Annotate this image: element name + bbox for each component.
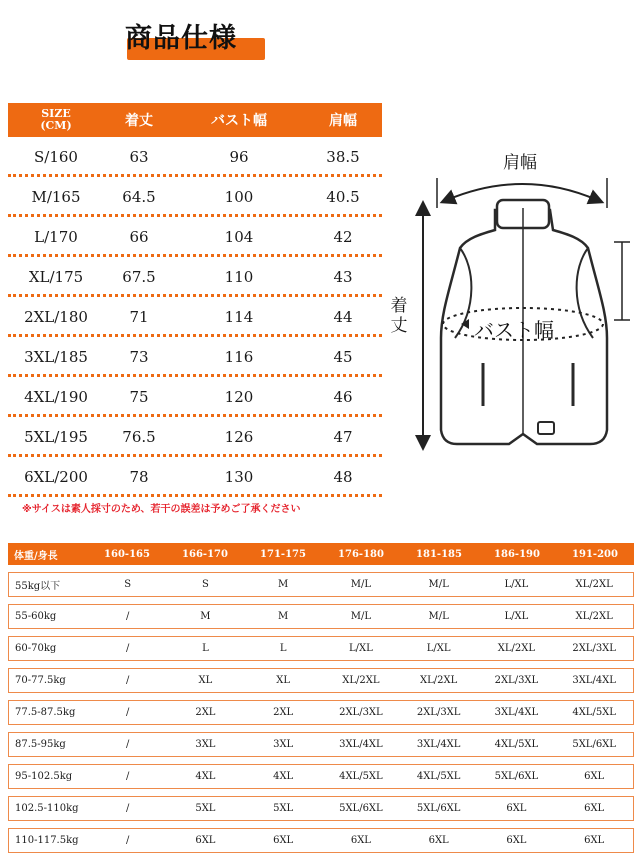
- recommended-size-cell: 3XL: [195, 739, 216, 750]
- header-weight-height: 体重/身長: [14, 550, 58, 562]
- recommended-size-cell: 6XL: [584, 803, 605, 814]
- shoulder-cell: 40.5: [326, 188, 360, 206]
- recommended-size-cell: 5XL/6XL: [572, 739, 616, 750]
- table-row: [8, 732, 634, 757]
- table-row: [8, 297, 382, 337]
- weight-cell: 70-77.5kg: [15, 675, 66, 686]
- table-row: [8, 828, 634, 853]
- bust-cell: 114: [224, 308, 254, 326]
- weight-cell: 102.5-110kg: [15, 803, 79, 814]
- recommended-size-cell: L: [202, 643, 209, 654]
- size-cell: XL/175: [28, 268, 84, 286]
- size-cell: 6XL/200: [24, 468, 88, 486]
- header-size-line2: (CM): [40, 119, 72, 132]
- recommended-size-cell: 2XL: [195, 707, 216, 718]
- recommended-size-cell: 3XL/4XL: [572, 675, 616, 686]
- recommended-size-cell: 6XL: [350, 835, 371, 846]
- body-length-label: 着丈: [390, 296, 408, 336]
- recommended-size-cell: M/L: [350, 579, 372, 590]
- recommended-size-cell: 4XL/5XL: [572, 707, 616, 718]
- recommended-size-cell: XL/2XL: [420, 675, 458, 686]
- table-row: [8, 700, 634, 725]
- recommended-size-cell: XL/2XL: [497, 643, 536, 654]
- header-bust: バスト幅: [211, 113, 267, 129]
- recommended-size-cell: XL/2XL: [342, 675, 380, 686]
- recommended-size-cell: XL/2XL: [575, 579, 613, 590]
- bust-cell: 100: [224, 188, 254, 206]
- recommended-size-cell: XL/2XL: [575, 611, 613, 622]
- weight-cell: 110-117.5kg: [15, 835, 79, 846]
- weight-cell: 95-102.5kg: [15, 771, 73, 782]
- length-cell: 63: [129, 148, 149, 166]
- bust-cell: 104: [224, 228, 254, 246]
- table-row: [8, 337, 382, 377]
- recommended-size-cell: 2XL/3XL: [494, 675, 539, 686]
- shoulder-cell: 48: [333, 468, 353, 486]
- length-cell: 66: [129, 228, 149, 246]
- bust-cell: 126: [224, 428, 254, 446]
- recommended-size-cell: 6XL: [584, 771, 605, 782]
- bust-cell: 120: [224, 388, 254, 406]
- table-row: [8, 257, 382, 297]
- shoulder-cell: 45: [333, 348, 353, 366]
- header-height-range: 186-190: [494, 548, 540, 560]
- table-row: [8, 177, 382, 217]
- recommended-size-cell: 4XL: [195, 771, 216, 782]
- recommended-size-cell: 3XL: [273, 739, 294, 750]
- bust-width-label: バスト幅: [474, 318, 554, 342]
- recommended-size-cell: 5XL/6XL: [416, 803, 461, 814]
- recommended-size-cell: S: [124, 579, 132, 590]
- page-title: 商品仕様: [125, 23, 237, 54]
- recommended-size-cell: 6XL: [506, 803, 527, 814]
- recommended-size-cell: 5XL/6XL: [339, 803, 383, 814]
- header-size-line1: SIZE: [41, 107, 71, 120]
- header-height-range: 181-185: [416, 548, 462, 560]
- length-cell: 73: [129, 348, 149, 366]
- recommended-size-cell: XL: [276, 675, 291, 686]
- shoulder-cell: 42: [333, 228, 353, 246]
- header-height-range: 191-200: [572, 548, 618, 560]
- recommended-size-cell: /: [125, 707, 130, 718]
- recommended-size-cell: 6XL: [428, 835, 449, 846]
- recommended-size-cell: S: [201, 579, 209, 590]
- recommended-size-cell: 5XL: [195, 803, 216, 814]
- recommended-size-cell: 2XL/3XL: [416, 707, 461, 718]
- vest-illustration: [385, 138, 640, 460]
- recommended-size-cell: L: [279, 643, 287, 654]
- weight-height-table: [8, 543, 634, 853]
- recommended-size-cell: L/XL: [504, 579, 529, 590]
- recommended-size-cell: /: [125, 835, 130, 846]
- header-height-range: 166-170: [182, 548, 228, 560]
- recommended-size-cell: XL: [198, 675, 213, 686]
- weight-cell: 87.5-95kg: [15, 739, 66, 750]
- weight-cell: 60-70kg: [15, 643, 57, 654]
- recommended-size-cell: 2XL/3XL: [339, 707, 383, 718]
- weight-cell: 77.5-87.5kg: [15, 707, 76, 718]
- length-cell: 71: [129, 308, 149, 326]
- header-height-range: 171-175: [260, 548, 306, 560]
- length-cell: 78: [129, 468, 149, 486]
- size-cell: 3XL/185: [24, 348, 88, 366]
- shoulder-cell: 47: [333, 428, 353, 446]
- recommended-size-cell: 6XL: [195, 835, 216, 846]
- recommended-size-cell: 2XL/3XL: [572, 643, 616, 654]
- shoulder-cell: 46: [333, 388, 353, 406]
- recommended-size-cell: 3XL/4XL: [339, 739, 383, 750]
- recommended-size-cell: M: [278, 579, 289, 590]
- recommended-size-cell: M: [278, 611, 289, 622]
- table-row: [8, 137, 382, 177]
- shoulder-cell: 43: [333, 268, 353, 286]
- size-cell: L/170: [34, 228, 78, 246]
- length-cell: 76.5: [122, 428, 156, 446]
- recommended-size-cell: M: [200, 611, 211, 622]
- recommended-size-cell: 4XL/5XL: [339, 771, 383, 782]
- recommended-size-cell: 5XL: [273, 803, 294, 814]
- shoulder-width-label: 肩幅: [503, 153, 537, 173]
- table-row: [8, 796, 634, 821]
- recommended-size-cell: /: [125, 675, 130, 686]
- shoulder-cell: 38.5: [326, 148, 360, 166]
- weight-height-header: [8, 543, 634, 565]
- table-row: [8, 457, 382, 497]
- header-height-range: 176-180: [338, 548, 384, 560]
- recommended-size-cell: M/L: [350, 611, 372, 622]
- header-size: [8, 108, 104, 132]
- vest-diagram: [385, 138, 640, 460]
- recommended-size-cell: /: [125, 643, 130, 654]
- bust-cell: 116: [224, 348, 254, 366]
- recommended-size-cell: /: [125, 771, 130, 782]
- shoulder-arrow: [447, 184, 597, 200]
- header-shoulder: 肩幅: [329, 113, 357, 129]
- table-row: [8, 764, 634, 789]
- recommended-size-cell: 4XL/5XL: [416, 771, 461, 782]
- size-cell: S/160: [34, 148, 78, 166]
- recommended-size-cell: /: [125, 739, 130, 750]
- table-row: [8, 217, 382, 257]
- bust-cell: 130: [224, 468, 254, 486]
- size-cell: 5XL/195: [24, 428, 88, 446]
- table-row: [8, 417, 382, 457]
- length-cell: 67.5: [122, 268, 156, 286]
- recommended-size-cell: L/XL: [426, 643, 451, 654]
- recommended-size-cell: 6XL: [506, 835, 527, 846]
- recommended-size-cell: L/XL: [349, 643, 373, 654]
- size-cell: 2XL/180: [24, 308, 88, 326]
- shoulder-cell: 44: [333, 308, 353, 326]
- table-row: [8, 572, 634, 597]
- recommended-size-cell: /: [125, 803, 130, 814]
- size-table-header: [8, 103, 382, 137]
- measurement-note: ※サイスは素人採寸のため、若干の誤差は予めご了承ください: [22, 504, 301, 515]
- length-cell: 75: [129, 388, 149, 406]
- size-cell: M/165: [31, 188, 81, 206]
- weight-cell: 55kg以下: [15, 581, 61, 592]
- recommended-size-cell: M/L: [428, 579, 449, 590]
- recommended-size-cell: /: [125, 611, 130, 622]
- table-row: [8, 668, 634, 693]
- header-length: 着丈: [125, 113, 153, 129]
- recommended-size-cell: 5XL/6XL: [494, 771, 539, 782]
- recommended-size-cell: 6XL: [584, 835, 605, 846]
- recommended-size-cell: 3XL/4XL: [416, 739, 461, 750]
- table-row: [8, 604, 634, 629]
- recommended-size-cell: 4XL: [273, 771, 294, 782]
- recommended-size-cell: 3XL/4XL: [494, 707, 539, 718]
- size-cell: 4XL/190: [24, 388, 88, 406]
- recommended-size-cell: M/L: [428, 611, 449, 622]
- title-block: [125, 20, 237, 58]
- bust-cell: 110: [224, 268, 254, 286]
- recommended-size-cell: 6XL: [273, 835, 294, 846]
- recommended-size-cell: 4XL/5XL: [494, 739, 539, 750]
- table-row: [8, 377, 382, 417]
- recommended-size-cell: 2XL: [273, 707, 294, 718]
- length-cell: 64.5: [122, 188, 156, 206]
- weight-cell: 55-60kg: [15, 611, 57, 622]
- bust-cell: 96: [229, 148, 249, 166]
- header-height-range: 160-165: [104, 548, 150, 560]
- table-row: [8, 636, 634, 661]
- recommended-size-cell: L/XL: [504, 611, 529, 622]
- size-table: [8, 103, 382, 497]
